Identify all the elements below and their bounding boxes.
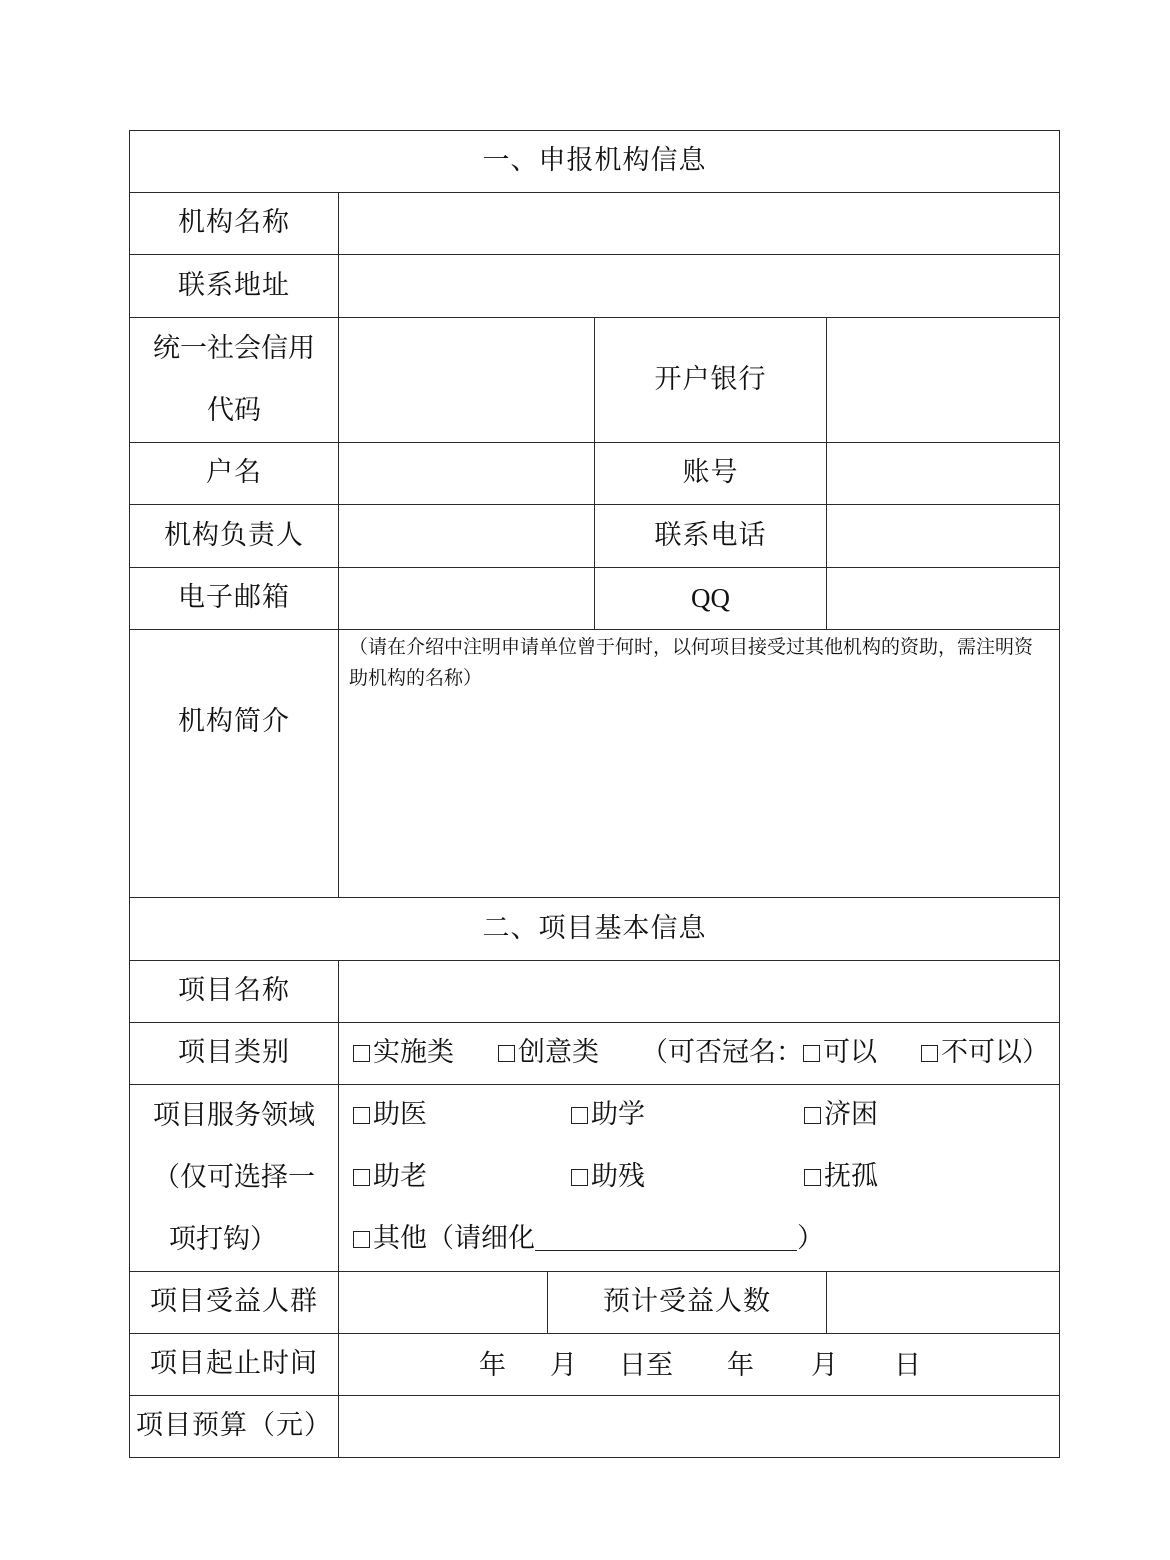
intro-hint: （请在介绍中注明申请单位曾于何时，以何项目接受过其他机构的资助，需注明资助机构的名称）: [349, 636, 1034, 689]
section-1-title: 一、申报机构信息: [130, 131, 1060, 193]
service-domain-label-line3: 项打钩）: [169, 1224, 277, 1255]
project-name-field[interactable]: [339, 961, 1060, 1023]
naming-option-label: 可以: [823, 1037, 877, 1069]
checkbox-icon[interactable]: [921, 1045, 938, 1062]
intro-field[interactable]: [339, 630, 1060, 898]
domain-option-label: 济困: [824, 1099, 878, 1130]
budget-field[interactable]: [339, 1396, 1060, 1458]
service-domain-label-line1: 项目服务领域: [153, 1100, 315, 1131]
beneficiary-label: 项目受益人群: [130, 1272, 339, 1334]
checkbox-icon[interactable]: [571, 1169, 588, 1186]
account-number-field[interactable]: [827, 443, 1060, 505]
domain-option-label: 助医: [373, 1099, 427, 1130]
account-name-field[interactable]: [339, 443, 595, 505]
checkbox-icon[interactable]: [353, 1107, 370, 1124]
category-option-label: 创意类: [518, 1037, 599, 1069]
project-name-label: 项目名称: [130, 961, 339, 1023]
email-label: 电子邮箱: [130, 568, 339, 630]
address-label: 联系地址: [130, 255, 339, 318]
service-domain-label-line2: （仅可选择一: [153, 1162, 315, 1193]
checkbox-icon[interactable]: [571, 1107, 588, 1124]
period-start-year: 年: [479, 1350, 506, 1381]
beneficiary-field[interactable]: [339, 1272, 548, 1334]
period-start-month: 月: [550, 1350, 577, 1381]
naming-prefix: （可否冠名：: [641, 1037, 803, 1069]
intro-label: 机构简介: [130, 630, 339, 898]
leader-label: 机构负责人: [130, 505, 339, 568]
qq-label: QQ: [595, 568, 827, 630]
qq-field[interactable]: [827, 568, 1060, 630]
checkbox-icon[interactable]: [353, 1231, 370, 1248]
domain-option-disabled[interactable]: [571, 1161, 645, 1193]
domain-option-other-suffix: ）: [797, 1223, 824, 1254]
phone-label: 联系电话: [595, 505, 827, 568]
checkbox-icon[interactable]: [353, 1169, 370, 1186]
project-category-label: 项目类别: [130, 1023, 339, 1085]
address-field[interactable]: [339, 255, 1060, 318]
period-field[interactable]: [339, 1334, 1060, 1396]
checkbox-icon[interactable]: [804, 1169, 821, 1186]
domain-option-label: 助老: [373, 1161, 427, 1192]
project-category-options: [339, 1023, 1060, 1085]
credit-code-field[interactable]: [339, 318, 595, 443]
category-option-implement[interactable]: [353, 1037, 454, 1069]
other-detail-blank[interactable]: [535, 1222, 797, 1251]
naming-option-label: 不可以）: [941, 1037, 1049, 1069]
credit-code-label-line1: 统一社会信用: [153, 333, 315, 364]
domain-option-medical[interactable]: [353, 1099, 427, 1131]
credit-code-label-line2: 代码: [207, 395, 261, 426]
beneficiary-count-label: 预计受益人数: [548, 1272, 827, 1334]
credit-code-label: [130, 318, 339, 443]
account-name-label: 户名: [130, 443, 339, 505]
domain-option-label: 助学: [591, 1099, 645, 1130]
period-label: 项目起止时间: [130, 1334, 339, 1396]
checkbox-icon[interactable]: [498, 1045, 515, 1062]
period-end-month: 月: [811, 1350, 838, 1381]
checkbox-icon[interactable]: [803, 1045, 820, 1062]
budget-label: 项目预算（元）: [130, 1396, 339, 1458]
org-name-label: 机构名称: [130, 193, 339, 255]
email-field[interactable]: [339, 568, 595, 630]
naming-option-no[interactable]: [921, 1037, 1049, 1069]
naming-option-yes[interactable]: [803, 1037, 877, 1069]
period-start-day: 日至: [619, 1350, 673, 1381]
service-domain-options: [339, 1085, 1060, 1272]
domain-option-other[interactable]: [353, 1222, 824, 1255]
form-table: [129, 130, 1060, 1458]
checkbox-icon[interactable]: [353, 1045, 370, 1062]
domain-option-orphan[interactable]: [804, 1161, 878, 1193]
account-number-label: 账号: [595, 443, 827, 505]
beneficiary-count-field[interactable]: [827, 1272, 1060, 1334]
category-option-creative[interactable]: [498, 1037, 599, 1069]
application-form: [129, 130, 1059, 1458]
domain-option-label: 抚孤: [824, 1161, 878, 1192]
org-name-field[interactable]: [339, 193, 1060, 255]
domain-option-label: 助残: [591, 1161, 645, 1192]
checkbox-icon[interactable]: [804, 1107, 821, 1124]
domain-option-education[interactable]: [571, 1099, 645, 1131]
domain-option-poverty[interactable]: [804, 1099, 878, 1131]
period-end-year: 年: [727, 1350, 754, 1381]
phone-field[interactable]: [827, 505, 1060, 568]
domain-option-elderly[interactable]: [353, 1161, 427, 1193]
domain-option-other-label: 其他（请细化: [373, 1223, 535, 1254]
service-domain-label: [130, 1085, 339, 1272]
section-2-title: 二、项目基本信息: [130, 898, 1060, 961]
leader-field[interactable]: [339, 505, 595, 568]
period-end-day: 日: [894, 1350, 921, 1381]
category-option-label: 实施类: [373, 1037, 454, 1069]
bank-field[interactable]: [827, 318, 1060, 443]
bank-label: 开户银行: [595, 318, 827, 443]
